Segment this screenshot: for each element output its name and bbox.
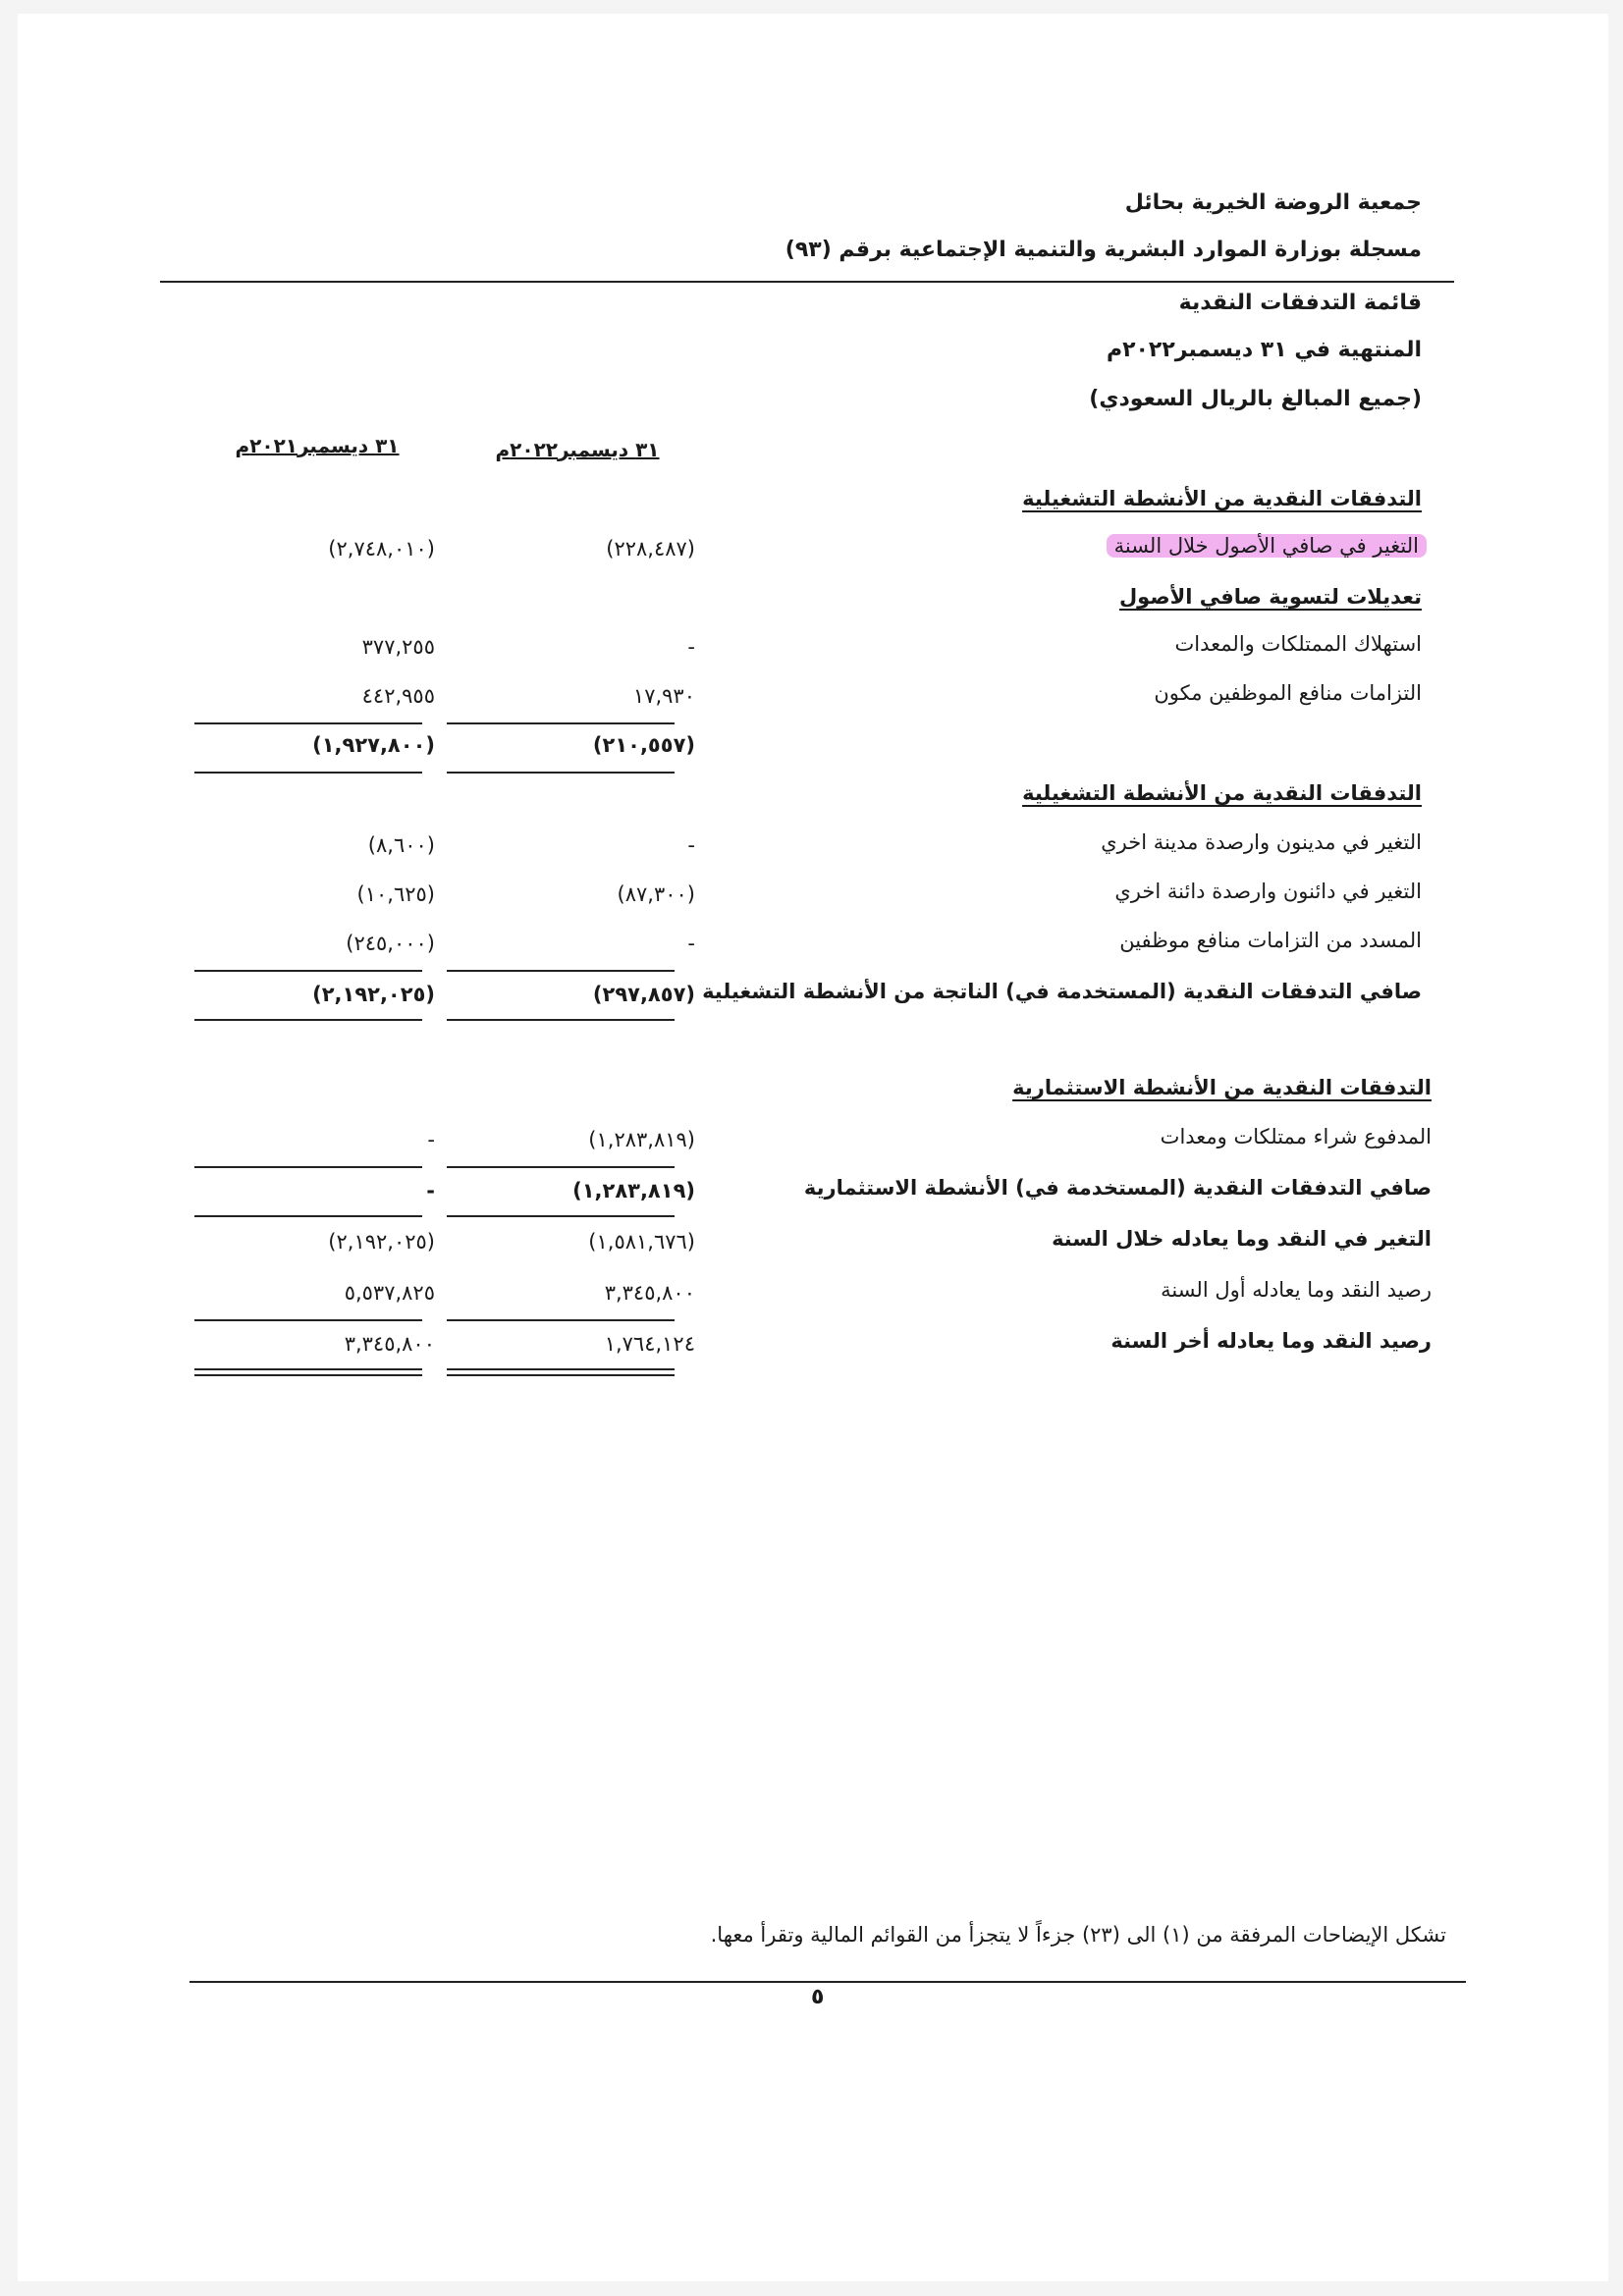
- value-2022-purchase-ppe: (١,٢٨٣,٨١٩): [588, 1128, 695, 1151]
- subtotal-rule-2021-top: [194, 722, 422, 724]
- page-number: ٥: [811, 1985, 825, 2009]
- row-label-cash-opening: رصيد النقد وما يعادله أول السنة: [1161, 1278, 1432, 1302]
- net-operating-rule-2021-bottom: [194, 1019, 422, 1021]
- organization-name: جمعية الروضة الخيرية بحائل: [1124, 190, 1422, 215]
- section-title-operating-changes: التدفقات النقدية من الأنشطة التشغيلية: [1022, 781, 1422, 805]
- document-page: [18, 14, 1608, 2281]
- section-title-investing: التدفقات النقدية من الأنشطة الاستثمارية: [1012, 1076, 1432, 1099]
- net-investing-rule-2022-bottom: [447, 1215, 675, 1217]
- registration-line: مسجلة بوزارة الموارد البشرية والتنمية الإجتماعية برقم (٩٣): [784, 238, 1422, 262]
- header-rule: [160, 281, 1454, 283]
- value-2021-payables: (١٠,٦٢٥): [356, 882, 435, 906]
- footer-rule: [189, 1981, 1466, 1983]
- row-label-purchase-ppe: المدفوع شراء ممتلكات ومعدات: [1160, 1125, 1432, 1148]
- row-label-depreciation: استهلاك الممتلكات والمعدات: [1174, 632, 1422, 656]
- value-2022-receivables: -: [687, 833, 695, 857]
- closing-rule-2021-top: [194, 1319, 422, 1321]
- value-2022-benefits-paid: -: [687, 932, 695, 955]
- subtotal-rule-2022-top: [447, 722, 675, 724]
- net-operating-rule-2021-top: [194, 970, 422, 972]
- row-label-receivables: التغير في مدينون وارصدة مدينة اخري: [1101, 830, 1422, 854]
- closing-rule-2022-top: [447, 1319, 675, 1321]
- value-2021-depreciation: ٣٧٧,٢٥٥: [361, 635, 435, 659]
- value-2021-receivables: (٨,٦٠٠): [367, 833, 435, 857]
- closing-double-rule-2021: [194, 1368, 422, 1376]
- net-investing-rule-2022-top: [447, 1166, 675, 1168]
- row-label-employee-benefits: التزامات منافع الموظفين مكون: [1154, 681, 1422, 705]
- value-2022-payables: (٨٧,٣٠٠): [617, 882, 695, 906]
- subtotal-2022: (٢١٠,٥٥٧): [592, 733, 695, 757]
- row-label-cash-change: التغير في النقد وما يعادله خلال السنة: [1052, 1227, 1432, 1251]
- net-investing-rule-2021-bottom: [194, 1215, 422, 1217]
- value-2022-cash-closing: ١,٧٦٤,١٢٤: [604, 1332, 695, 1356]
- value-2021-net-assets-change: (٢,٧٤٨,٠١٠): [328, 537, 435, 561]
- value-2021-net-operating: (٢,١٩٢,٠٢٥): [312, 983, 435, 1006]
- statement-title: قائمة التدفقات النقدية: [1178, 291, 1422, 315]
- closing-double-rule-2022: [447, 1368, 675, 1376]
- value-2021-employee-benefits: ٤٤٢,٩٥٥: [361, 684, 435, 708]
- highlighted-label: التغير في صافي الأصول خلال السنة: [1107, 534, 1427, 558]
- value-2021-benefits-paid: (٢٤٥,٠٠٠): [346, 932, 435, 955]
- row-label-cash-closing: رصيد النقد وما يعادله أخر السنة: [1110, 1329, 1432, 1353]
- value-2021-purchase-ppe: -: [427, 1128, 435, 1151]
- value-2022-cash-opening: ٣,٣٤٥,٨٠٠: [604, 1281, 695, 1305]
- value-2022-depreciation: -: [687, 635, 695, 659]
- column-header-2021: ٣١ ديسمبر٢٠٢١م: [235, 434, 400, 457]
- section-title-operating: التدفقات النقدية من الأنشطة التشغيلية: [1022, 487, 1422, 510]
- value-2022-cash-change: (١,٥٨١,٦٧٦): [588, 1230, 695, 1254]
- currency-note: (جميع المبالغ بالريال السعودي): [1089, 387, 1422, 411]
- column-header-2022: ٣١ ديسمبر٢٠٢٢م: [495, 438, 660, 461]
- net-operating-rule-2022-bottom: [447, 1019, 675, 1021]
- section-title-adjustments: تعديلات لتسوية صافي الأصول: [1118, 585, 1422, 609]
- period-line: المنتهية في ٣١ ديسمبر٢٠٢٢م: [1106, 338, 1422, 362]
- subtotal-rule-2021-bottom: [194, 772, 422, 774]
- value-2021-cash-closing: ٣,٣٤٥,٨٠٠: [344, 1332, 435, 1356]
- subtotal-2021: (١,٩٢٧,٨٠٠): [312, 733, 435, 757]
- value-2022-employee-benefits: ١٧,٩٣٠: [632, 684, 695, 708]
- value-2022-net-operating: (٢٩٧,٨٥٧): [592, 983, 695, 1006]
- value-2022-net-assets-change: (٢٢٨,٤٨٧): [606, 537, 695, 561]
- footer-note: تشكل الإيضاحات المرفقة من (١) الى (٢٣) جزءاً لا يتجزأ من القوائم المالية وتقرأ معها.: [710, 1923, 1446, 1947]
- row-label-payables: التغير في دائنون وارصدة دائنة اخري: [1114, 880, 1422, 903]
- row-label-net-operating: صافي التدفقات النقدية (المستخدمة في) الناتجة من الأنشطة التشغيلية: [702, 980, 1422, 1003]
- value-2021-cash-change: (٢,١٩٢,٠٢٥): [328, 1230, 435, 1254]
- net-investing-rule-2021-top: [194, 1166, 422, 1168]
- value-2021-net-investing: -: [426, 1179, 435, 1202]
- row-label-benefits-paid: المسدد من التزامات منافع موظفين: [1119, 929, 1422, 952]
- value-2021-cash-opening: ٥,٥٣٧,٨٢٥: [344, 1281, 435, 1305]
- subtotal-rule-2022-bottom: [447, 772, 675, 774]
- net-operating-rule-2022-top: [447, 970, 675, 972]
- row-label-net-assets-change: [1107, 534, 1427, 558]
- value-2022-net-investing: (١,٢٨٣,٨١٩): [572, 1179, 695, 1202]
- row-label-net-investing: صافي التدفقات النقدية (المستخدمة في) الأنشطة الاستثمارية: [803, 1176, 1432, 1200]
